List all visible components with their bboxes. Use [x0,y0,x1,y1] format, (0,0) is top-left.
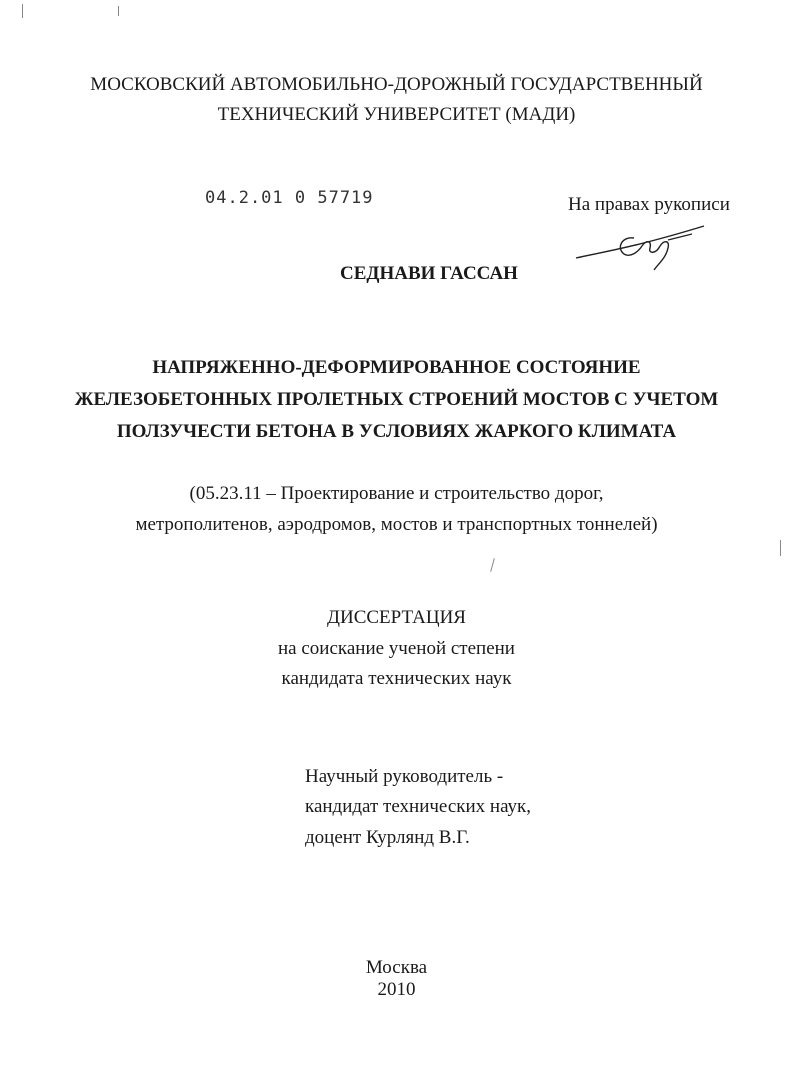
university-name-line2: ТЕХНИЧЕСКИЙ УНИВЕРСИТЕТ (МАДИ) [217,104,576,125]
degree-line2: кандидата технических наук [281,668,512,689]
degree-line1: на соискание ученой степени [278,638,515,659]
registration-stamp-number: 04.2.01 0 57719 [205,188,374,208]
signature-image [572,218,712,278]
specialty-line2: метрополитенов, аэродромов, мостов и транспортных тоннелей) [135,514,658,535]
supervisor-line2: кандидат технических наук, [305,796,532,817]
author-name: СЕДНАВИ ГАССАН [340,263,518,284]
specialty-line1: (05.23.11 – Проектирование и строительство дорог, [189,483,604,504]
city: Москва [365,957,428,978]
supervisor-line3: доцент Курлянд В.Г. [305,827,470,848]
scan-mark [22,4,23,18]
supervisor-line1: Научный руководитель - [305,766,504,787]
thesis-title-line2: ЖЕЛЕЗОБЕТОННЫХ ПРОЛЕТНЫХ СТРОЕНИЙ МОСТОВ С УЧЕТОМ [74,389,719,410]
year: 2010 [377,979,416,1000]
rights-note: На правах рукописи [568,194,730,215]
scan-mark [780,540,781,556]
document-type-label: ДИССЕРТАЦИЯ [327,607,466,628]
scan-mark [118,6,119,16]
university-name-line1: МОСКОВСКИЙ АВТОМОБИЛЬНО-ДОРОЖНЫЙ ГОСУДАРСТВЕННЫЙ [90,74,703,95]
thesis-title-line1: НАПРЯЖЕННО-ДЕФОРМИРОВАННОЕ СОСТОЯНИЕ [152,357,641,378]
scan-mark [490,558,495,572]
thesis-title-line3: ПОЛЗУЧЕСТИ БЕТОНА В УСЛОВИЯХ ЖАРКОГО КЛИМАТА [116,421,677,442]
